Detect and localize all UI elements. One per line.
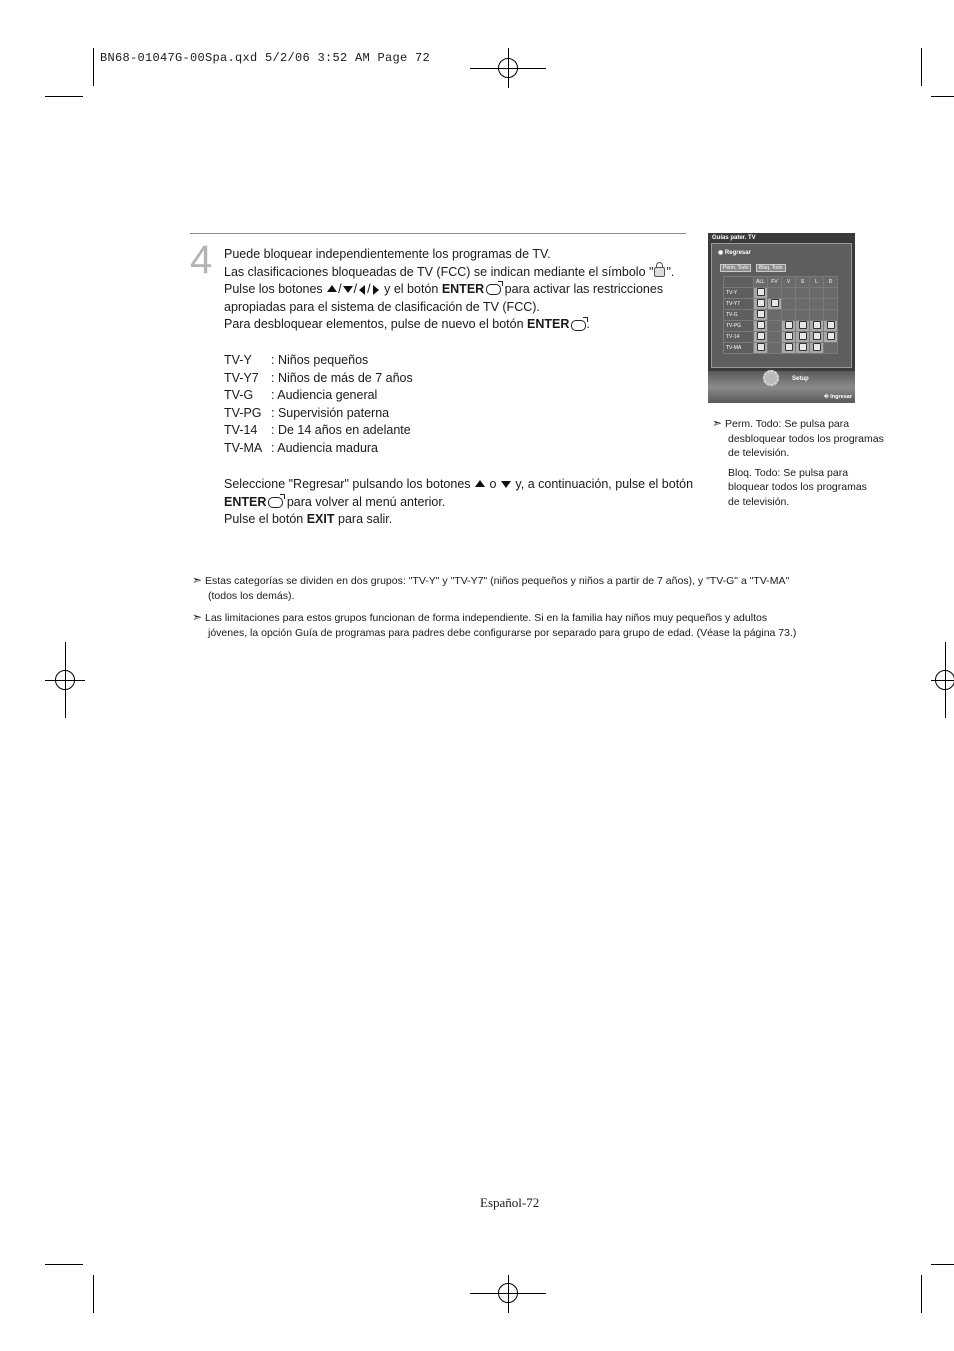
lock-icon xyxy=(827,332,835,340)
enter-icon xyxy=(571,320,586,331)
page-number: Español-72 xyxy=(480,1195,540,1210)
rating-code: TV-MA xyxy=(224,440,263,455)
rating-description: : Audiencia general xyxy=(271,388,378,403)
enter-icon xyxy=(486,284,501,295)
grid-row xyxy=(724,342,838,353)
lock-icon xyxy=(813,332,821,340)
grid-row-label: TV-MA xyxy=(724,342,754,353)
tv-block-all-button[interactable]: Bloq. Todo xyxy=(756,264,786,272)
intro-line xyxy=(224,264,674,282)
crop-mark xyxy=(93,48,94,86)
rating-lock-grid xyxy=(723,276,838,354)
enter-label: ENTER xyxy=(441,282,485,297)
rating-code: TV-Y xyxy=(224,353,252,367)
lock-icon xyxy=(757,343,765,351)
lock-icon xyxy=(799,321,807,329)
lock-cell[interactable] xyxy=(810,331,824,342)
lock-cell[interactable] xyxy=(754,320,768,331)
lock-cell[interactable] xyxy=(782,320,796,331)
registration-mark xyxy=(55,670,75,690)
step-number: 4 xyxy=(190,238,213,282)
rating-description: : Niños pequeños xyxy=(271,353,369,367)
note-arrow-icon: ➣ xyxy=(712,416,723,430)
side-note-text: Perm. Todo: Se pulsa para xyxy=(724,418,850,430)
lock-icon xyxy=(813,343,821,351)
grid-cell[interactable] xyxy=(796,298,810,309)
rating-description: : Supervisión paterna xyxy=(271,405,390,420)
lock-cell[interactable] xyxy=(782,342,796,353)
lock-cell[interactable] xyxy=(754,287,768,298)
lock-icon xyxy=(785,321,793,329)
grid-row xyxy=(724,331,838,342)
lock-icon xyxy=(827,321,835,329)
instructions-line xyxy=(224,494,693,512)
grid-column-header: ALL xyxy=(754,277,768,288)
lock-icon xyxy=(785,343,793,351)
registration-mark xyxy=(935,670,954,690)
lock-icon xyxy=(757,310,765,318)
grid-column-header: L xyxy=(810,277,824,288)
registration-mark xyxy=(498,1283,518,1303)
lock-cell[interactable] xyxy=(796,342,810,353)
tv-back-item[interactable]: ◉ Regresar xyxy=(718,250,751,256)
grid-cell[interactable] xyxy=(768,331,782,342)
intro-text: Para desbloquear elementos, pulse de nuevo el botón xyxy=(224,317,524,332)
crop-mark xyxy=(921,1275,922,1313)
grid-row-label: TV-Y xyxy=(724,287,754,298)
grid-cell[interactable] xyxy=(824,342,838,353)
grid-row xyxy=(724,309,838,320)
grid-cell[interactable] xyxy=(768,309,782,320)
crop-mark xyxy=(45,96,83,97)
registration-mark xyxy=(498,58,518,78)
grid-column-header: FV xyxy=(768,277,782,288)
instructions-text: y, a continuación, pulse el botón xyxy=(515,477,694,491)
lock-icon xyxy=(757,288,765,296)
grid-column-header: D xyxy=(824,277,838,288)
right-arrow-icon xyxy=(373,285,379,295)
lock-cell[interactable] xyxy=(796,320,810,331)
lock-icon xyxy=(771,299,779,307)
note-item xyxy=(192,610,872,641)
rating-row xyxy=(224,440,413,458)
tv-enter-hint xyxy=(824,394,852,401)
up-arrow-icon xyxy=(475,480,485,487)
side-note-text: desbloquear todos los programas xyxy=(728,432,884,445)
intro-text: ". xyxy=(666,264,675,279)
instructions-text: o xyxy=(489,477,497,491)
down-arrow-icon xyxy=(501,481,511,488)
grid-cell[interactable] xyxy=(810,309,824,320)
lock-icon xyxy=(799,343,807,351)
rating-row xyxy=(224,387,413,405)
lock-icon xyxy=(799,332,807,340)
grid-row-label: TV-14 xyxy=(724,331,754,342)
side-note-text: Bloq. Todo: Se pulsa para xyxy=(728,466,849,479)
intro-paragraph xyxy=(224,246,674,334)
side-note-text: de televisión. xyxy=(728,495,790,508)
tv-menu-screenshot xyxy=(708,233,855,403)
enter-label: ENTER xyxy=(224,494,267,509)
bottom-notes xyxy=(192,573,872,647)
lock-icon xyxy=(785,332,793,340)
lock-cell[interactable] xyxy=(754,342,768,353)
side-note-text: bloquear todos los programas xyxy=(728,481,867,494)
enter-label: ENTER xyxy=(527,317,570,332)
instructions-text: Seleccione "Regresar" pulsando los botones xyxy=(224,477,471,491)
grid-cell[interactable] xyxy=(768,287,782,298)
intro-text: . xyxy=(586,317,590,332)
rating-row xyxy=(224,370,413,388)
instructions-text: para salir. xyxy=(338,512,393,527)
grid-column-header: S xyxy=(796,277,810,288)
tv-enter-label: Ingresar xyxy=(830,394,852,400)
grid-cell[interactable] xyxy=(824,298,838,309)
grid-row xyxy=(724,287,838,298)
tv-menu-title: Guías pater. TV xyxy=(712,235,756,241)
lock-cell[interactable] xyxy=(768,298,782,309)
lock-icon xyxy=(757,299,765,307)
instructions-text: Pulse el botón xyxy=(224,512,304,527)
lock-cell[interactable] xyxy=(810,342,824,353)
note-text: Estas categorías se dividen en dos grupos: "TV-Y" y "TV-Y7" (niños pequeños y niños a partir de 7 años), y "TV-G" a "TV-MA" xyxy=(204,575,790,587)
crop-mark xyxy=(931,1264,954,1265)
grid-cell[interactable] xyxy=(782,298,796,309)
side-notes xyxy=(712,416,892,510)
grid-cell[interactable] xyxy=(768,342,782,353)
down-arrow-icon xyxy=(343,286,353,293)
rating-code: TV-G xyxy=(224,388,254,403)
lock-cell[interactable] xyxy=(754,331,768,342)
note-line xyxy=(192,610,872,626)
note-text: (todos los demás). xyxy=(208,590,295,602)
side-note-perm xyxy=(712,416,892,432)
tv-back-label: Regresar xyxy=(724,250,751,256)
intro-line xyxy=(224,316,674,334)
lock-cell[interactable] xyxy=(810,320,824,331)
tv-allow-all-button[interactable]: Perm. Todo xyxy=(720,264,751,272)
setup-gear-icon xyxy=(763,370,779,386)
grid-cell[interactable] xyxy=(782,287,796,298)
lock-icon xyxy=(757,321,765,329)
intro-text: Las clasificaciones bloqueadas de TV (FCC) se indican mediante el símbolo " xyxy=(224,264,654,279)
exit-label: EXIT xyxy=(306,512,335,527)
rating-description: : Niños de más de 7 años xyxy=(271,370,413,385)
rating-description: : Audiencia madura xyxy=(271,440,379,455)
lock-cell[interactable] xyxy=(754,309,768,320)
section-divider xyxy=(190,233,686,234)
crop-mark xyxy=(93,1275,94,1313)
lock-cell[interactable] xyxy=(754,298,768,309)
grid-cell[interactable] xyxy=(824,309,838,320)
grid-cell[interactable] xyxy=(768,320,782,331)
note-line xyxy=(192,573,872,589)
enter-icon: ⎆ xyxy=(824,394,829,400)
grid-cell[interactable] xyxy=(782,309,796,320)
lock-cell[interactable] xyxy=(796,331,810,342)
lock-icon xyxy=(757,332,765,340)
instructions-line xyxy=(224,511,693,529)
side-note-text: de televisión. xyxy=(728,447,790,460)
up-arrow-icon xyxy=(327,285,337,292)
note-arrow-icon: ➣ xyxy=(192,610,203,624)
grid-row xyxy=(724,298,838,309)
lock-cell[interactable] xyxy=(824,331,838,342)
tv-setup-label: Setup xyxy=(792,376,809,382)
rating-row xyxy=(224,352,413,370)
enter-icon xyxy=(268,497,283,508)
intro-text: para activar las restricciones xyxy=(504,282,664,297)
intro-text: y el botón xyxy=(384,282,439,297)
grid-row xyxy=(724,320,838,331)
grid-cell[interactable] xyxy=(810,287,824,298)
grid-cell[interactable] xyxy=(796,309,810,320)
rating-code: TV-Y7 xyxy=(224,370,259,385)
print-slug: BN68-01047G-00Spa.qxd 5/2/06 3:52 AM Page 72 xyxy=(100,51,431,65)
note-text: jóvenes, la opción Guía de programas para padres debe configurarse por separado para grupo de edad. (Véase la página 73.) xyxy=(208,627,797,639)
instructions-text: para volver al menú anterior. xyxy=(286,494,446,509)
crop-mark xyxy=(921,48,922,86)
note-item xyxy=(192,573,872,604)
lock-cell[interactable] xyxy=(824,320,838,331)
grid-cell[interactable] xyxy=(824,287,838,298)
grid-cell[interactable] xyxy=(810,298,824,309)
lock-icon xyxy=(813,321,821,329)
grid-row-label: TV-Y7 xyxy=(724,298,754,309)
rating-row xyxy=(224,422,413,440)
left-arrow-icon xyxy=(359,285,365,295)
note-text: Las limitaciones para estos grupos funcionan de forma independiente. Si en la familia hay niños muy pequeños y adultos xyxy=(204,612,768,624)
intro-line: Puede bloquear independientemente los programas de TV. xyxy=(224,247,551,261)
rating-code: TV-14 xyxy=(224,423,258,438)
lock-cell[interactable] xyxy=(782,331,796,342)
tv-menu-panel xyxy=(711,243,852,368)
ratings-list xyxy=(224,352,413,458)
instructions-line xyxy=(224,476,693,494)
crop-mark xyxy=(931,96,954,97)
intro-text: Pulse los botones xyxy=(224,282,323,297)
grid-row-label: TV-PG xyxy=(724,320,754,331)
grid-header-row xyxy=(724,277,838,288)
rating-description: : De 14 años en adelante xyxy=(271,423,411,438)
grid-corner xyxy=(724,277,754,288)
crop-mark xyxy=(45,1264,83,1265)
grid-row-label: TV-G xyxy=(724,309,754,320)
lock-icon xyxy=(654,267,665,277)
intro-line: apropiadas para el sistema de clasificación de TV (FCC). xyxy=(224,299,540,314)
instructions-paragraph xyxy=(224,476,693,529)
grid-column-header: V xyxy=(782,277,796,288)
rating-row xyxy=(224,405,413,423)
note-arrow-icon: ➣ xyxy=(192,573,203,587)
intro-line: Pulse los botones / / / y el botón ENTER para activar las restricciones xyxy=(224,282,664,297)
rating-code: TV-PG xyxy=(224,405,262,420)
grid-cell[interactable] xyxy=(796,287,810,298)
